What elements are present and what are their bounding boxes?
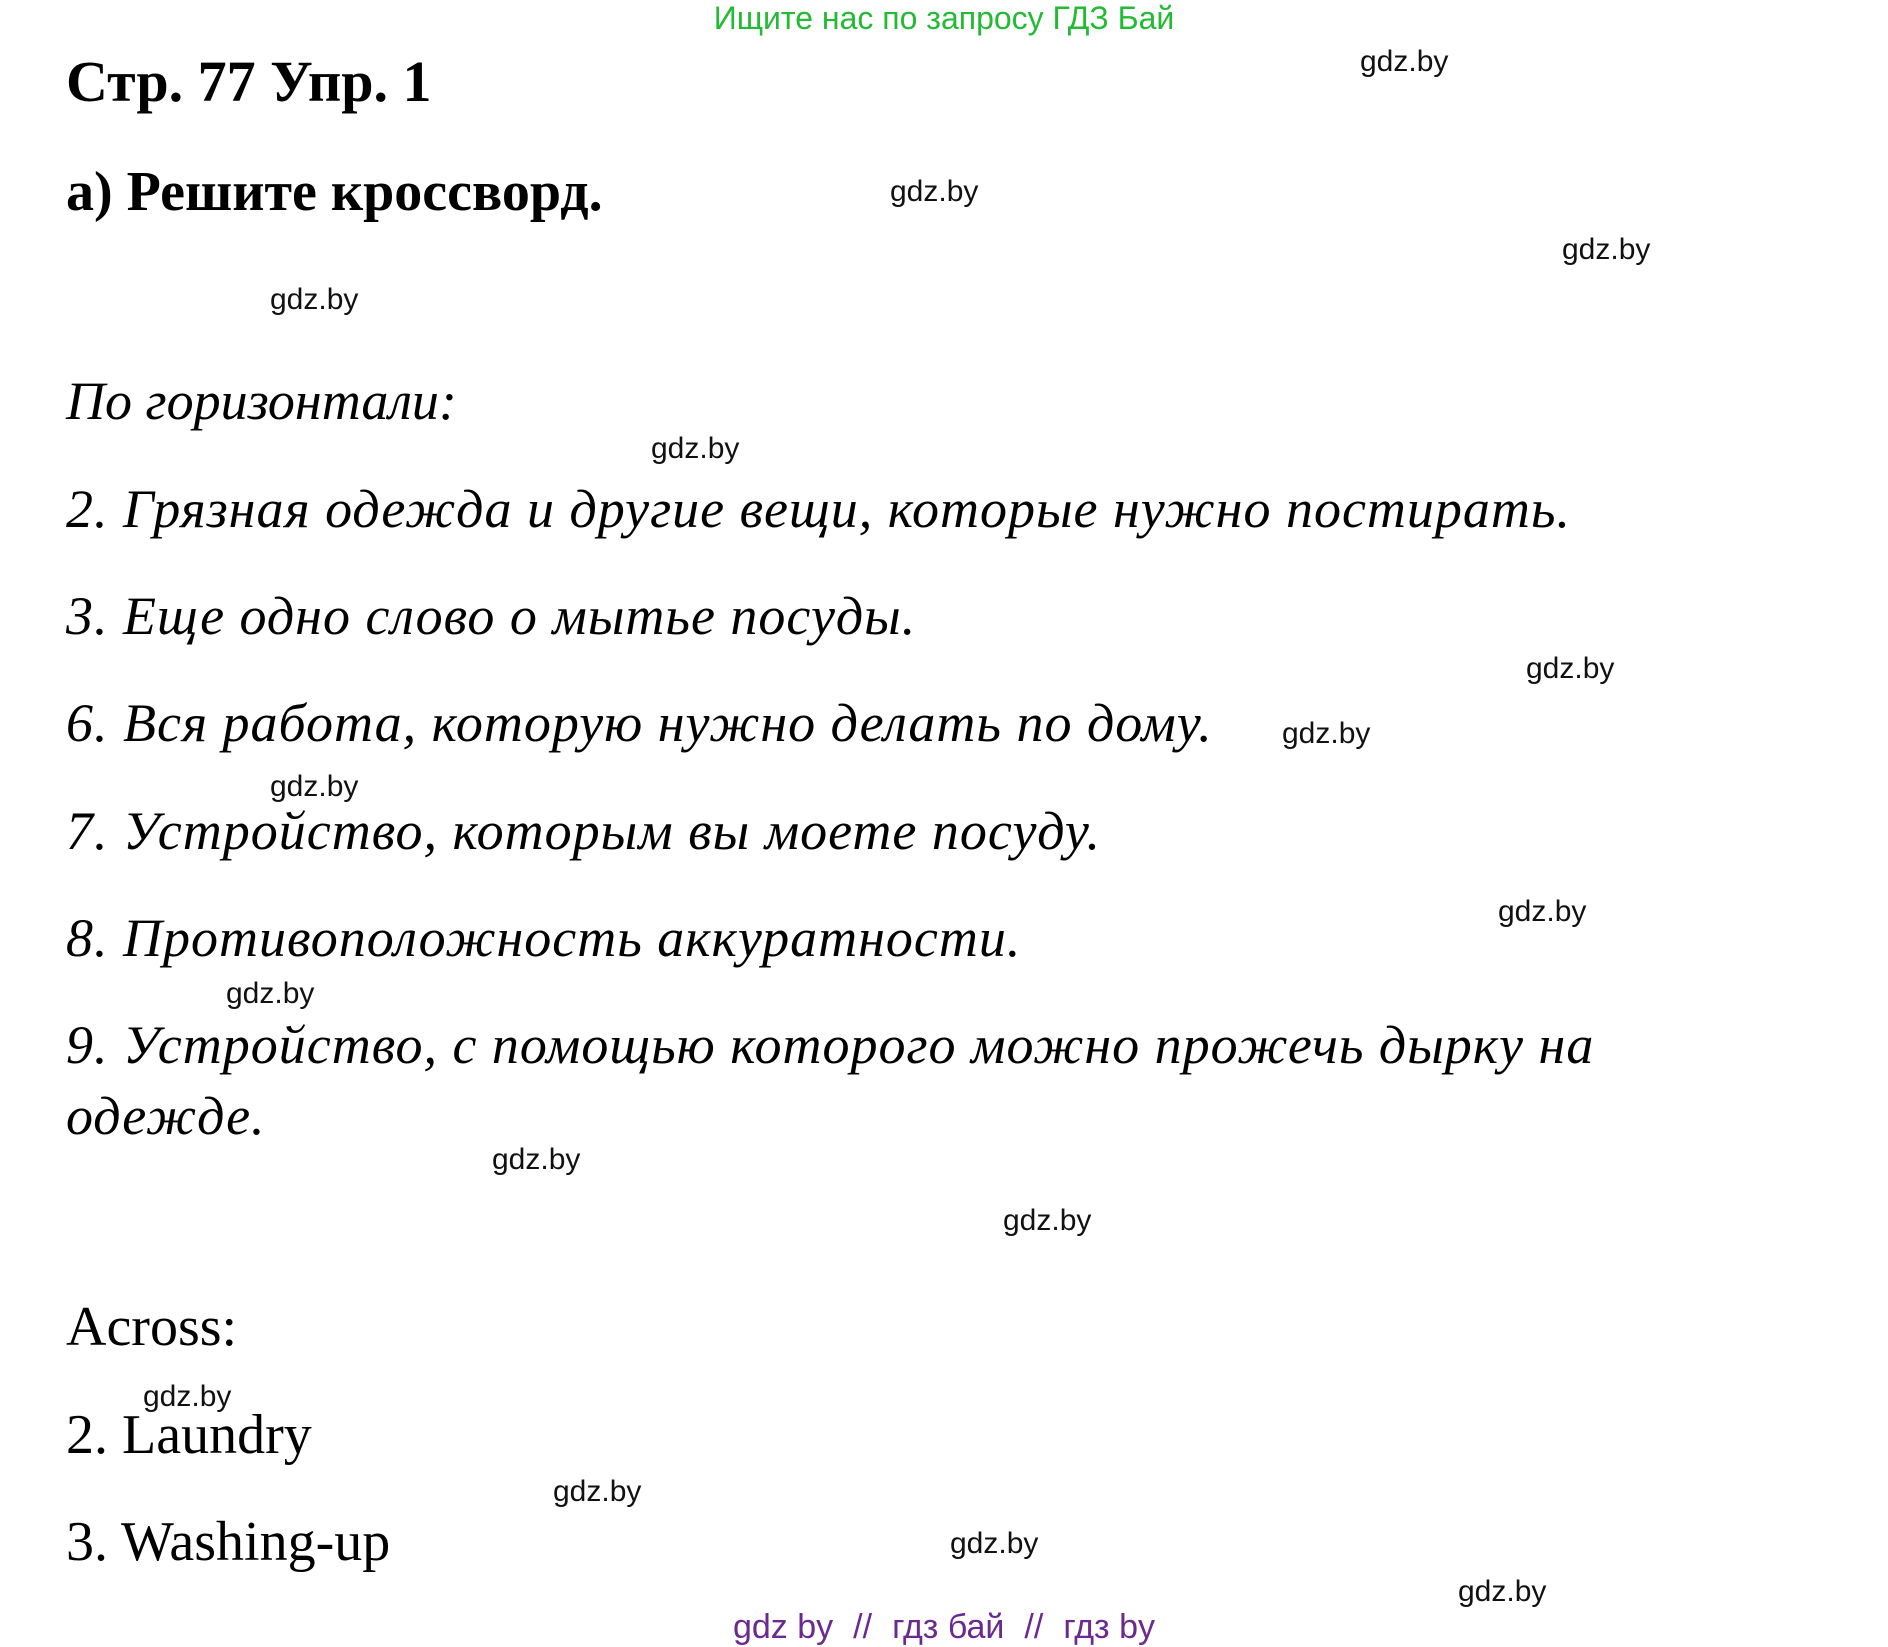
footer-links xyxy=(0,1608,1888,1647)
watermark: gdz.by xyxy=(226,977,315,1010)
answer-2: 2. Laundry xyxy=(66,1404,312,1466)
section-label-en: Across: xyxy=(66,1296,238,1358)
watermark: gdz.by xyxy=(1562,233,1651,266)
watermark: gdz.by xyxy=(1498,895,1587,928)
clue-2: 2. Грязная одежда и другие вещи, которые нужно постирать. xyxy=(66,479,1571,539)
watermark: gdz.by xyxy=(1282,717,1371,750)
watermark: gdz.by xyxy=(890,175,979,208)
watermark: gdz.by xyxy=(651,432,740,465)
footer-link-gdz-by-ru[interactable]: гдз by xyxy=(1063,1608,1155,1646)
watermark: gdz.by xyxy=(1360,45,1449,78)
watermark: gdz.by xyxy=(1458,1575,1547,1608)
clue-7: 7. Устройство, которым вы моете посуду. xyxy=(66,801,1101,861)
clue-6: 6. Вся работа, которую нужно делать по дому. xyxy=(66,693,1213,753)
footer-separator: // xyxy=(1024,1608,1044,1646)
watermark: gdz.by xyxy=(950,1527,1039,1560)
task-heading: а) Решите кроссворд. xyxy=(66,161,603,223)
watermark: gdz.by xyxy=(143,1380,232,1413)
clue-3: 3. Еще одно слово о мытье посуды. xyxy=(66,586,917,646)
watermark: gdz.by xyxy=(553,1475,642,1508)
answer-3: 3. Washing-up xyxy=(66,1511,391,1573)
top-banner: Ищите нас по запросу ГДЗ Бай xyxy=(713,0,1175,36)
footer-link-gdz-bai[interactable]: гдз бай xyxy=(892,1608,1005,1646)
clue-8: 8. Противоположность аккуратности. xyxy=(66,908,1022,968)
watermark: gdz.by xyxy=(270,283,359,316)
watermark: gdz.by xyxy=(270,770,359,803)
clue-9-continued: одежде. xyxy=(66,1086,266,1146)
footer-link-gdz-by[interactable]: gdz by xyxy=(732,1608,834,1646)
section-label-ru: По горизонтали: xyxy=(66,371,457,431)
footer-separator: // xyxy=(853,1608,873,1646)
watermark: gdz.by xyxy=(1526,652,1615,685)
watermark: gdz.by xyxy=(492,1143,581,1176)
page-title: Стр. 77 Упр. 1 xyxy=(66,49,432,114)
watermark: gdz.by xyxy=(1003,1204,1092,1237)
clue-9: 9. Устройство, с помощью которого можно прожечь дырку на xyxy=(66,1015,1595,1075)
